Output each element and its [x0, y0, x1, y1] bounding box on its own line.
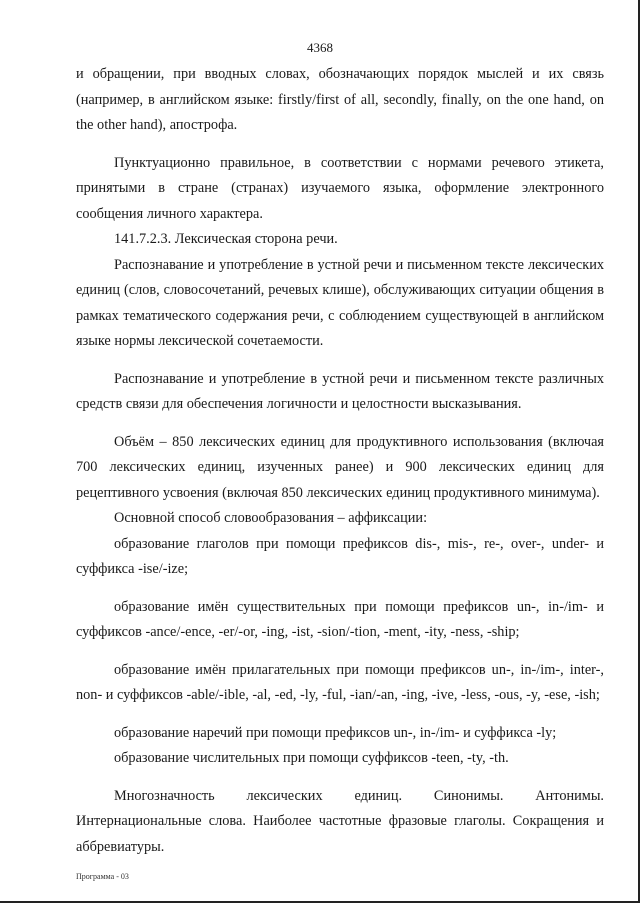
paragraph-punctuation: Пунктуационно правильное, в соответствии с нормами речевого этикета, принятыми в стране (странах) изучаемого языка, оформление электронного сообщения личного характера. — [76, 154, 604, 222]
paragraph-volume: Объём – 850 лексических единиц для продуктивного использования (включая 700 лексических единиц, изученных ранее) и 900 лексических единиц для рецептивного усвоения (включая 850 лексических единиц продуктивного минимума). — [76, 433, 604, 501]
page-number: 4368 — [307, 40, 333, 55]
paragraph-cohesion: Распознавание и употребление в устной речи и письменном тексте различных средств связи для обеспечения логичности и целостности высказывания. — [76, 370, 604, 412]
list-item-adverbs: образование наречий при помощи префиксов un-, in-/im- и суффикса -ly; — [114, 724, 557, 741]
footer-label: Программа - 03 — [76, 872, 129, 881]
paragraph-word-formation: Основной способ словообразования – аффиксации: — [114, 510, 428, 526]
paragraph-polysemy: Многозначность лексических единиц. Синонимы. Антонимы. Интернациональные слова. Наиболее частотные фразовые глаголы. Сокращения и аббревиатуры. — [76, 787, 604, 855]
section-heading-lexical: 141.7.2.3. Лексическая сторона речи. — [114, 231, 338, 247]
paragraph-lexical-units: Распознавание и употребление в устной речи и письменном тексте лексических единиц (слов, словосочетаний, речевых клише), обслуживающих ситуации общения в рамках тематического содержания речи, с соблюдением существующей в английском языке нормы лексической сочетаемости. — [76, 256, 604, 349]
document-body — [76, 62, 604, 860]
paragraph-apostrophe: и обращении, при вводных словах, обозначающих порядок мыслей и их связь (например, в английском языке: firstly/first of all, secondly, finally, on the one hand, on the other hand), апострофа. — [76, 66, 604, 133]
list-item-nouns: образование имён существительных при помощи префиксов un-, in-/im- и суффиксов -ance/-ence, -er/-or, -ing, -ist, -sion/-tion, -ment, -ity, -ness, -ship; — [76, 598, 604, 640]
list-item-verbs: образование глаголов при помощи префиксов dis-, mis-, re-, over-, under- и суффикса -ise/-ize; — [76, 535, 604, 577]
list-item-adjectives: образование имён прилагательных при помощи префиксов un-, in-/im-, inter-, non- и суффиксов -able/-ible, -al, -ed, -ly, -ful, -ian/-an, -ing, -ive, -less, -ous, -y, -ese, -ish; — [76, 661, 604, 703]
list-item-numerals: образование числительных при помощи суффиксов -teen, -ty, -th. — [114, 750, 509, 766]
